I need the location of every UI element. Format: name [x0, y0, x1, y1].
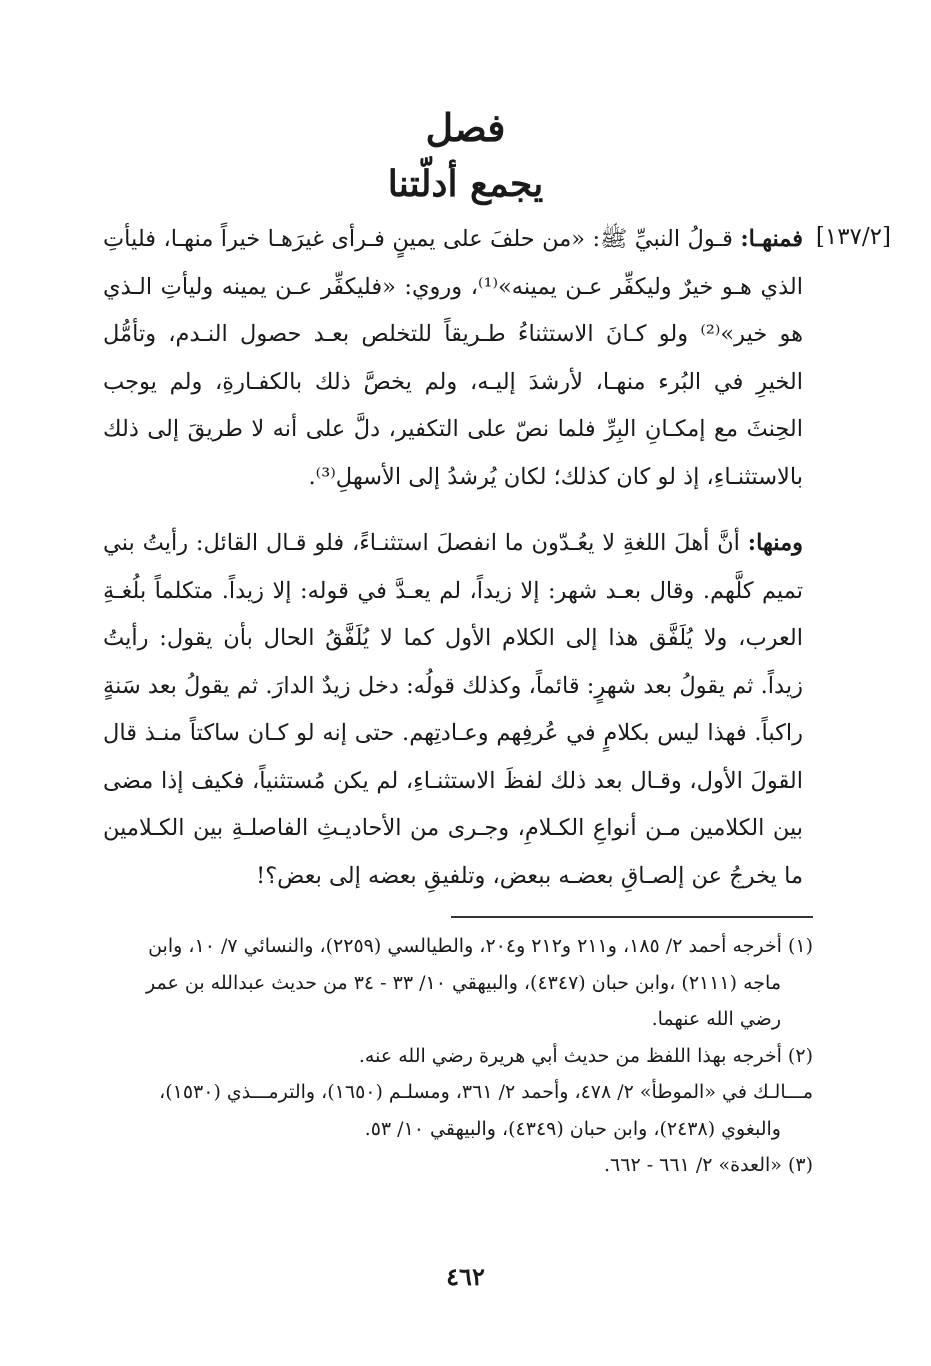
footnote-2-continuation-line-2: والبغوي (٢٤٣٨)، وابن حبان (٤٣٤٩)، والبيهقي ١٠/ ٥٣.: [364, 1117, 781, 1140]
paragraph-2: [103, 520, 803, 900]
chapter-heading: [0, 100, 931, 212]
footnote-1-line-3: رضي الله عنهما.: [651, 1008, 781, 1030]
footnotes: [65, 928, 813, 1184]
footnote-3: (٣) «العدة» ٢/ ٦٦١ - ٦٦٢.: [603, 1154, 813, 1176]
paragraph-1: [103, 216, 803, 501]
footnote-2: (٢) أخرجه بهذا اللفظ من حديث أبي هريرة رضي الله عنه.: [358, 1044, 813, 1067]
footnote-1-line-2: ماجه (٢١١١) ،وابن حبان (٤٣٤٧)، والبيهقي ١٠/ ٣٣ - ٣٤ من حديث عبدالله بن عمر: [146, 971, 781, 994]
footnote-divider: [451, 916, 813, 918]
paragraph-1-text: قـولُ النبيِّ ﷺ: «من حلفَ على يمينٍ فـرأى غيرَهـا خيراً منهـا، فليأتِ الذي هـو خيرٌ وليكفِّر عـن يمينه»⁽¹⁾، وروي: «فليكفِّر عـن يمينه وليأتِ الـذي هو خير»⁽²⁾ ولو كـانَ الاستثناءُ طـريقاً للتخلص بعـد حصول النـدم، وتأمُّل الخيرِ في البُرء منهـا، لأرشدَ إليـه، ولم يخصَّ ذلك بالكفـارةِ، ولم يوجب الحِنثَ مع إمكـانِ البِرِّ فلما نصّ على التكفير، دلَّ على أنه لا طريقَ إلى ذلك بالاستثنـاءِ، إذ لو كان كذلك؛ لكان يُرشدُ إلى الأسهلِ⁽³⁾.: [103, 226, 803, 490]
paragraph-2-lead: ومنها:: [747, 530, 804, 556]
heading-title: فصل: [425, 105, 506, 150]
footnote-1: (١) أخرجه أحمد ٢/ ١٨٥، و٢١١ و٢١٢ و٢٠٤، والطيالسي (٢٢٥٩)، والنسائي ٧/ ١٠، وابن: [148, 935, 813, 957]
paragraph-1-lead: فمنهـا:: [740, 226, 804, 252]
footnote-2-continuation: مـــالـك في «الموطأ» ٢/ ٤٧٨، وأحمد ٢/ ٣٦١، ومسلـم (١٦٥٠)، والترمـــذي (١٥٣٠)،: [159, 1081, 813, 1103]
paragraph-2-text: أنَّ أهلَ اللغةِ لا يعُـدّون ما انفصلَ استثنـاءً، فلو قـال القائل: رأيتُ بني تميم كلَّهم. وقال بعـد شهر: إلا زيداً، لم يعـدَّ في قوله: إلا زيداً. متكلماً بلُغـةِ العرب، ولا يُلَفَّق هذا إلى الكلام الأول كما لا يُلَفَّقُ الحال بأن يقول: رأيتُ زيداً. ثم يقولُ بعد شهرٍ: قائماً، وكذلك قولُه: دخل زيدٌ الدارَ. ثم يقولُ بعد سَنةٍ راكباً. فهذا ليس بكلامٍ في عُرفِهم وعـادتِهم. حتى إنه لو كـان ساكتاً منـذ قال القولَ الأول، وقـال بعد ذلك لفظَ الاستثنـاءِ، لم يكن مُستثنياً، فكيف إذا مضى بين الكلامين مـن أنواعِ الكـلامِ، وجـرى من الأحاديـثِ الفاصلـةِ بين الكـلامين ما يخرجُ عن إلصـاقِ بعضـه ببعض، وتلفيقِ بعضه إلى بعض؟!: [103, 530, 803, 889]
page-number: ٤٦٢: [446, 1262, 485, 1291]
heading-subtitle: يجمع أدلّتنا: [387, 163, 544, 205]
volume-page-reference: [١٣٧/٢]: [815, 224, 891, 250]
